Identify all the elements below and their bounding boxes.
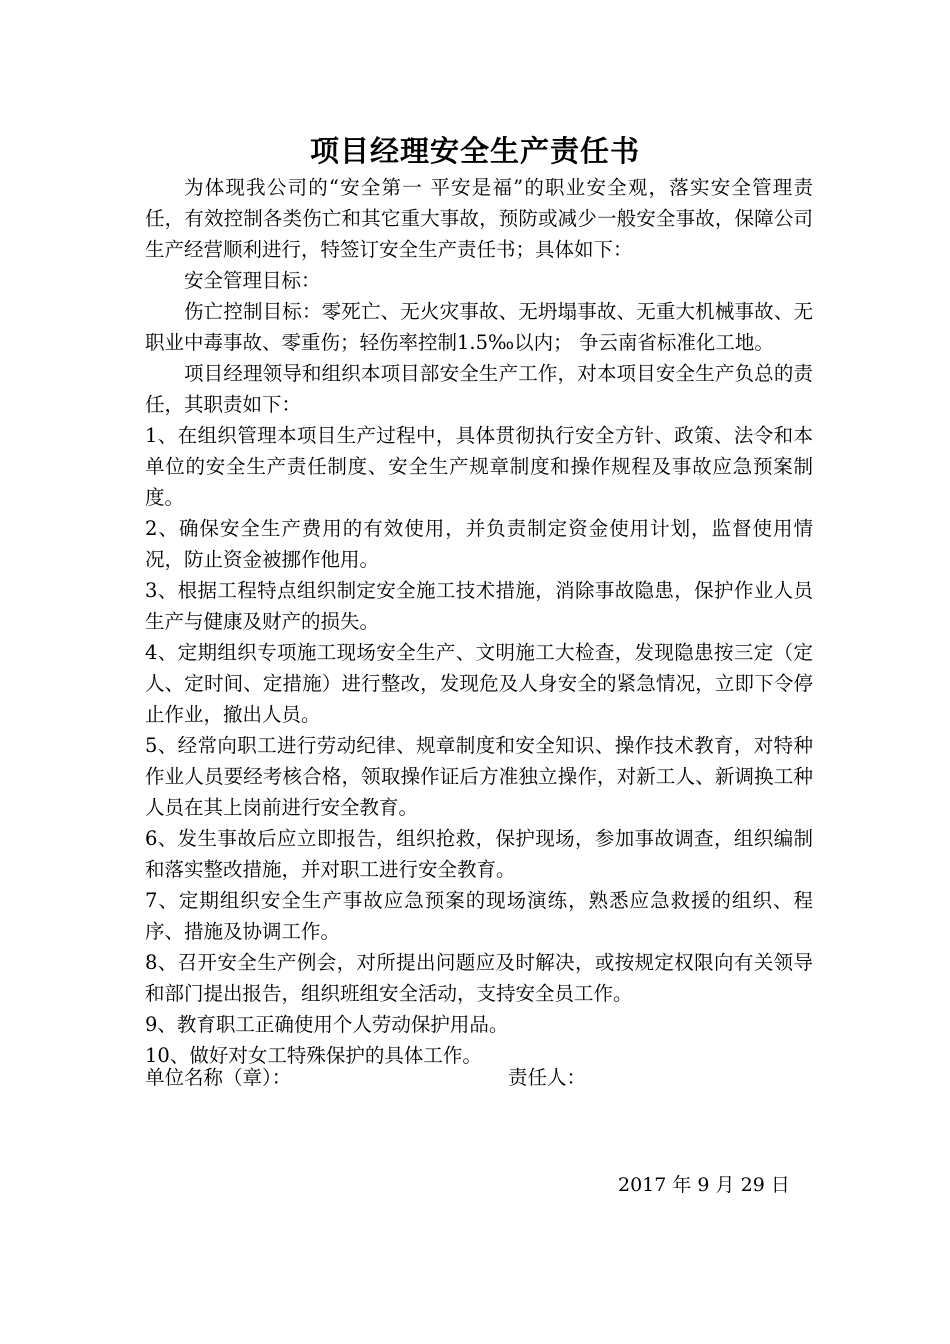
intro-paragraph: 为体现我公司的“安全第一 平安是福”的职业安全观，落实安全管理责任，有效控制各类伤亡和其它重大事故，预防或减少一般安全事故，保障公司生产经营顺利进行，特签订安全生产责任书；具体如下： bbox=[145, 176, 813, 261]
duty-item-8: 8、召开安全生产例会，对所提出问题应及时解决，或按规定权限向有关领导和部门提出报告，组织班组安全活动，支持安全员工作。 bbox=[145, 951, 813, 1005]
duty-item-9: 9、教育职工正确使用个人劳动保护用品。 bbox=[145, 1013, 509, 1036]
duty-item-5: 5、经常向职工进行劳动纪律、规章制度和安全知识、操作技术教育，对特种作业人员要经考核合格，领取操作证后方准独立操作，对新工人、新调换工种人员在其上岗前进行安全教育。 bbox=[145, 734, 813, 819]
unit-name-label: 单位名称（章）： bbox=[145, 1066, 292, 1089]
duty-item-4: 4、定期组织专项施工现场安全生产、文明施工大检查，发现隐患按三定（定人、定时间、定措施）进行整改，发现危及人身安全的紧急情况，立即下令停止作业，撤出人员。 bbox=[145, 641, 813, 726]
signature-row bbox=[145, 1062, 813, 1093]
duty-item-1: 1、在组织管理本项目生产过程中，具体贯彻执行安全方针、政策、法令和本单位的安全生产责任制度、安全生产规章制度和操作规程及事故应急预案制度。 bbox=[145, 424, 813, 509]
signing-date: 2017 年 9 月 29 日 bbox=[618, 1174, 790, 1196]
document-title: 项目经理安全生产责任书 bbox=[309, 134, 640, 168]
duty-item-6: 6、发生事故后应立即报告，组织抢救，保护现场，参加事故调查，组织编制和落实整改措施，并对职工进行安全教育。 bbox=[145, 827, 813, 881]
responsibility-intro: 项目经理领导和组织本项目部安全生产工作，对本项目安全生产负总的责任，其职责如下： bbox=[145, 362, 813, 416]
duty-item-7: 7、定期组织安全生产事故应急预案的现场演练，熟悉应急救援的组织、程序、措施及协调工作。 bbox=[145, 889, 813, 943]
casualty-control-goal: 伤亡控制目标：零死亡、无火灾事故、无坍塌事故、无重大机械事故、无职业中毒事故、零重伤；轻伤率控制1.5‰以内； 争云南省标准化工地。 bbox=[145, 300, 813, 354]
responsible-person-label: 责任人： bbox=[508, 1066, 587, 1089]
duty-item-3: 3、根据工程特点组织制定安全施工技术措施，消除事故隐患，保护作业人员生产与健康及财产的损失。 bbox=[145, 579, 813, 633]
duty-item-10: 10、做好对女工特殊保护的具体工作。 bbox=[145, 1044, 482, 1067]
duty-item-2: 2、确保安全生产费用的有效使用，并负责制定资金使用计划，监督使用情况，防止资金被挪作他用。 bbox=[145, 517, 813, 571]
document-body bbox=[145, 172, 813, 1071]
safety-goal-heading: 安全管理目标： bbox=[184, 269, 321, 292]
